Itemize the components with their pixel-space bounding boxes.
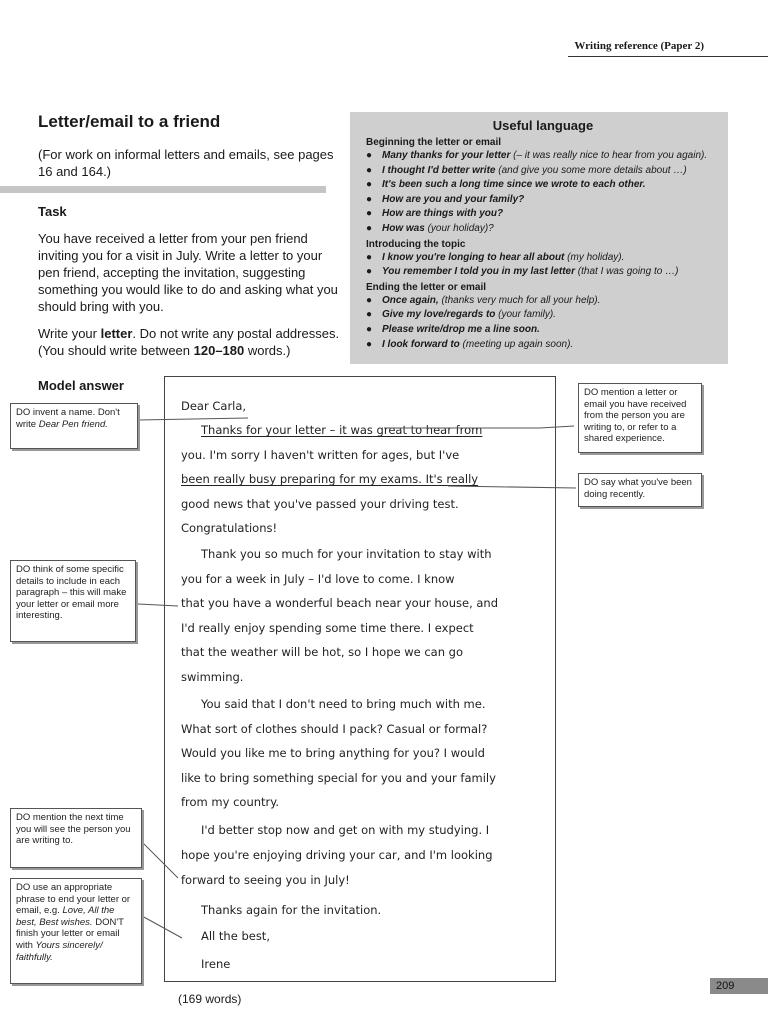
useful-language-item (366, 149, 720, 164)
bullet-icon: ● (366, 251, 373, 263)
phrase: Please write/drop me a line soon. (382, 323, 540, 335)
useful-language-subheading: Introducing the topic (366, 238, 466, 250)
note-say-doing: DO say what you've been doing recently. (578, 473, 702, 507)
instruction-text: . Do not write any postal addresses. (You should write between (38, 326, 340, 358)
bullet-icon: ● (366, 294, 373, 306)
page-number: 209 (710, 978, 768, 994)
letter-line: you for a week in July – I'd love to come. I know (181, 572, 455, 586)
task-paragraph: You have received a letter from your pen friend inviting you for a visit in July. Write a letter to your pen friend, accepting the invitation, suggesting something you would like to do and asking what you should bring with you. (38, 231, 338, 314)
useful-language-item (366, 308, 720, 323)
task-heading: Task (38, 204, 67, 219)
useful-language-item (366, 265, 720, 280)
useful-language-subheading: Ending the letter or email (366, 281, 487, 293)
useful-language-item (366, 294, 720, 309)
phrase: It's been such a long time since we wrote to each other. (382, 179, 646, 191)
letter-line: good news that you've passed your driving test. (181, 497, 459, 511)
phrase-example: (thanks very much for all your help). (438, 294, 601, 306)
task-divider-bar (0, 186, 326, 193)
bullet-icon: ● (366, 164, 373, 176)
useful-language-list (366, 294, 720, 352)
model-answer-label: Model answer (38, 378, 124, 393)
running-head: Writing reference (Paper 2) (574, 40, 704, 52)
letter-line: What sort of clothes should I pack? Casual or formal? (181, 722, 488, 736)
letter-line: Congratulations! (181, 521, 278, 535)
phrase-example: (your holiday)? (424, 222, 494, 234)
letter-line: been really busy preparing for my exams. It's really (181, 472, 479, 486)
letter-line: Thanks again for the invitation. (201, 903, 382, 917)
useful-language-box (350, 112, 728, 364)
phrase: Once again, (382, 294, 439, 306)
bullet-icon: ● (366, 179, 373, 191)
letter-line: swimming. (181, 670, 244, 684)
phrase: Many thanks for your letter (382, 150, 511, 161)
phrase: How was (382, 222, 425, 234)
letter-line: Would you like me to bring anything for you? I would (181, 746, 485, 760)
letter-line: Dear Carla, (181, 399, 247, 413)
useful-language-item (366, 207, 720, 222)
note-text: DO use an appropriate phrase to end your letter or email, e.g. (16, 882, 131, 917)
note-text: DON'T finish your letter or email with (16, 916, 124, 951)
letter-line: All the best, (201, 929, 270, 943)
letter-line: forward to seeing you in July! (181, 873, 350, 887)
bullet-icon: ● (366, 338, 373, 350)
task-instruction (38, 325, 344, 359)
intro-section (38, 112, 340, 180)
instruction-bold-range: 120–180 (193, 343, 245, 358)
model-letter (164, 376, 556, 982)
note-italic: Yours sincerely/ faithfully. (16, 939, 103, 963)
bullet-icon: ● (366, 309, 373, 321)
letter-line: you. I'm sorry I haven't written for ages, but I've (181, 448, 460, 462)
phrase-example: (meeting up again soon). (459, 338, 574, 350)
useful-language-item (366, 178, 720, 193)
letter-line: Thank you so much for your invitation to stay with (201, 547, 492, 561)
bullet-icon: ● (366, 208, 373, 220)
phrase: Give my love/regards to (382, 309, 496, 321)
useful-language-item (366, 164, 720, 179)
instruction-bold-letter: letter (100, 326, 133, 341)
phrase: I look forward to (382, 338, 460, 350)
instruction-text: words.) (244, 343, 291, 358)
letter-line: from my country. (181, 795, 280, 809)
note-specific-details: DO think of some specific details to include in each paragraph – this will make your letter or email more interesting. (10, 560, 136, 642)
note-invent-name (10, 403, 138, 449)
letter-line: that you have a wonderful beach near your house, and (181, 596, 499, 610)
note-italic: Love, All the best, Best wishes. (16, 905, 115, 928)
useful-language-item (366, 323, 720, 338)
phrase: How are you and your family? (382, 193, 525, 205)
bullet-icon: ● (366, 193, 373, 205)
letter-line: Thanks for your letter – it was great to hear from (201, 423, 483, 437)
instruction-text: Write your (38, 326, 101, 341)
useful-language-list (366, 251, 720, 280)
note-ending-phrase (10, 878, 142, 984)
intro-text: (For work on informal letters and emails, see pages 16 and 164.) (38, 147, 334, 179)
bullet-icon: ● (366, 222, 373, 234)
note-text: DO invent a name. Don't write (16, 407, 120, 430)
useful-language-subheading: Beginning the letter or email (366, 137, 502, 148)
letter-line: You said that I don't need to bring much with me. (201, 697, 486, 711)
useful-language-item (366, 222, 720, 237)
useful-language-item (366, 251, 720, 266)
letter-line: that the weather will be hot, so I hope we can go (181, 645, 464, 659)
letter-line: Irene (201, 957, 231, 971)
bullet-icon: ● (366, 323, 373, 335)
useful-language-item (366, 193, 720, 208)
note-next-time: DO mention the next time you will see the person you are writing to. (10, 808, 142, 868)
bullet-icon: ● (366, 266, 373, 278)
phrase-example: (your family). (495, 309, 556, 321)
useful-language-title: Useful language (492, 118, 594, 133)
page-title: Letter/email to a friend (38, 112, 221, 131)
bullet-icon: ● (366, 150, 373, 161)
useful-language-item (366, 338, 720, 353)
note-italic: Dear Pen friend. (38, 418, 108, 430)
header-rule (568, 56, 768, 57)
letter-line: I'd really enjoy spending some time there. I expect (181, 621, 474, 635)
phrase: How are things with you? (382, 208, 504, 220)
phrase-example: (– it was really nice to hear from you again). (510, 150, 708, 161)
phrase: You remember I told you in my last letter (382, 266, 576, 278)
phrase-example: (my holiday). (564, 251, 625, 263)
phrase-example: (and give you some more details about …) (495, 164, 687, 176)
letter-line: hope you're enjoying driving your car, and I'm looking (181, 848, 493, 862)
phrase: I thought I'd better write (382, 164, 496, 176)
note-mention-letter: DO mention a letter or email you have received from the person you are writing to, or refer to a shared experience. (578, 383, 702, 453)
letter-line: I'd better stop now and get on with my studying. I (201, 823, 490, 837)
task-body (38, 230, 344, 369)
letter-line: like to bring something special for you and your family (181, 771, 496, 785)
phrase-example: (that I was going to …) (575, 266, 679, 278)
useful-language-list (366, 149, 720, 237)
phrase: I know you're longing to hear all about (382, 251, 565, 263)
word-count: (169 words) (178, 992, 242, 1006)
useful-language-sections (366, 137, 720, 352)
